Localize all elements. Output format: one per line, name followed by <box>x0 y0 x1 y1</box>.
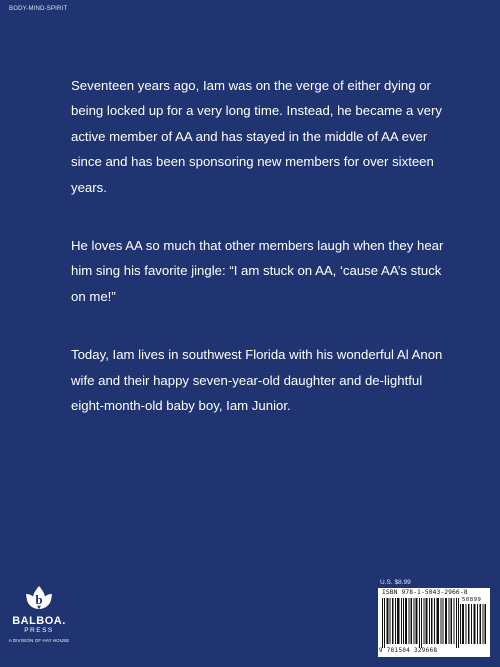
publisher-division: A DIVISION OF HAY HOUSE <box>8 638 70 643</box>
barcode-digits: 9 781504 329668 <box>379 648 438 654</box>
back-cover-blurb <box>71 73 451 451</box>
publisher-imprint: PRESS <box>24 627 54 634</box>
publisher-logo <box>8 584 70 644</box>
barcode-addon-number: 50899 <box>462 597 482 603</box>
isbn-text: ISBN 978-1-5043-2966-8 <box>382 589 468 596</box>
isbn-barcode <box>378 588 490 657</box>
logo-letter: b <box>35 592 43 607</box>
barcode-main-bars <box>382 598 459 648</box>
category-label: BODY-MIND-SPIRIT <box>9 6 68 12</box>
blurb-paragraph-3: Today, Iam lives in southwest Florida with his wonderful Al Anon wife and their happy seven-year-old daughter and de-lightful eight-month-old baby boy, Iam Junior. <box>71 347 443 414</box>
price-label: U.S. $8.99 <box>380 579 411 586</box>
barcode-addon-bars <box>460 604 486 644</box>
blurb-paragraph-1: Seventeen years ago, Iam was on the verge of either dying or being locked up for a very long time. Instead, he became a very active member of AA and has stayed in the middle of AA ever since and has been sponsoring new members for over sixteen years. <box>71 78 442 195</box>
lotus-b-icon <box>24 584 54 614</box>
publisher-name: BALBOA. <box>12 615 66 627</box>
blurb-paragraph-2: He loves AA so much that other members laugh when they hear him sing his favorite jingle: “I am stuck on AA, ‘cause AA’s stuck on me!” <box>71 238 444 304</box>
